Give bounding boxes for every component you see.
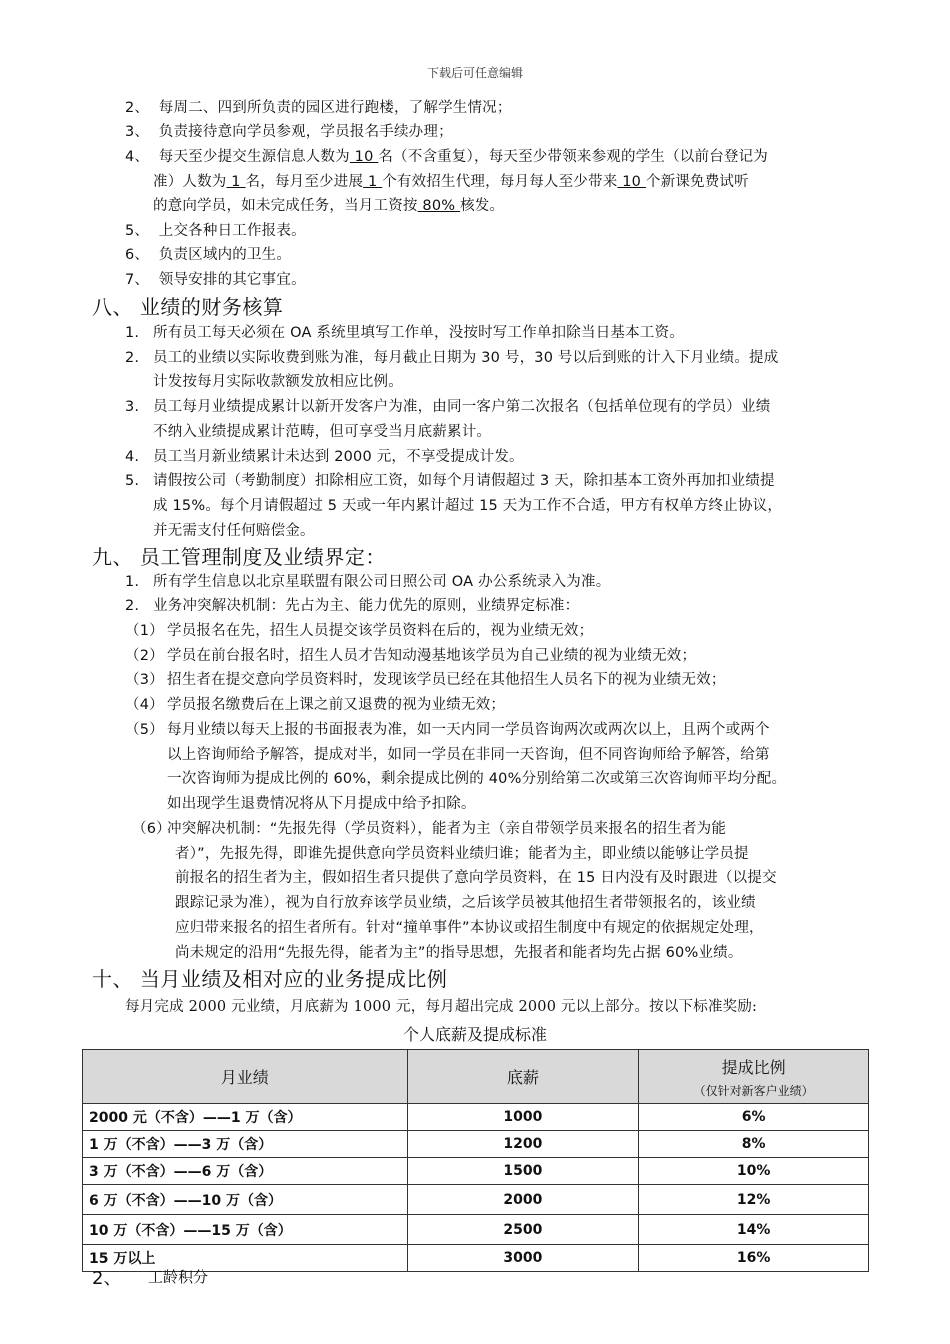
item-number: 4、: [125, 149, 150, 165]
s7-item-4-line3: [153, 194, 504, 218]
cell-base: 1000: [407, 1104, 639, 1131]
s9-sub-3-num: （3）: [125, 672, 164, 688]
page-header: 下载后可任意编辑: [426, 66, 523, 80]
item-number: 6、: [125, 247, 150, 263]
s9-item-1: [125, 570, 139, 594]
table-row: [83, 1131, 869, 1158]
s8-item-3: [125, 395, 139, 419]
filled-value: 10: [617, 174, 646, 190]
item-number: 4.: [125, 449, 140, 465]
s9-sub-5-text: 如出现学生退费情况将从下月提成中给予扣除。: [167, 796, 476, 812]
s9-sub-5-num: （5）: [125, 722, 164, 738]
s9-sub-2-num: （2）: [125, 648, 164, 664]
table-header-row: [83, 1050, 869, 1104]
s9-sub-6-text: 尚未规定的沿用“先报先得，能者为主”的指导思想，先报者和能者均先占据 60%业绩。: [175, 945, 743, 961]
s9-sub-1-text: 学员报名在先，招生人员提交该学员资料在后的，视为业绩无效；: [167, 623, 594, 639]
item-number: 2.: [125, 350, 140, 366]
s8-item-3-text: 不纳入业绩提成累计范畴，但可享受当月底薪累计。: [153, 424, 492, 440]
filled-value: 1: [363, 174, 383, 190]
s7-item-5: [125, 219, 306, 243]
item-text: 每周二、四到所负责的园区进行跑楼，了解学生情况；: [158, 100, 512, 116]
s9-item-1-text: 所有学生信息以北京星联盟有限公司日照公司 OA 办公系统录入为准。: [153, 574, 611, 590]
cell-rate: 6%: [639, 1104, 869, 1131]
col-commission-rate-label: 提成比例: [721, 1057, 786, 1077]
item-number: 5.: [125, 473, 140, 489]
footer-item-text: 工龄积分: [148, 1268, 209, 1286]
section-9-heading: 九、 员工管理制度及业绩界定：: [92, 545, 386, 569]
cell-range: 2000 元（不含）——1 万（含）: [83, 1104, 408, 1131]
cell-base: 3000: [407, 1245, 639, 1272]
s8-item-4: [125, 445, 139, 469]
s8-item-5-text: 成 15%。每个月请假超过 5 天或一年内累计超过 15 天为工作不合适，甲方有权单方终止协议，: [153, 498, 783, 514]
cell-range: 6 万（不含）——10 万（含）: [83, 1185, 408, 1215]
table-title: 个人底薪及提成标准: [402, 1025, 547, 1044]
s9-sub-6-text: 者）”，先报先得，即谁先提供意向学员资料业绩归谁；能者为主，即业绩以能够让学员提: [175, 846, 749, 862]
cell-base: 2500: [407, 1215, 639, 1245]
s8-item-5-text: 请假按公司（考勤制度）扣除相应工资，如每个月请假超过 3 天，除扣基本工资外再加扣业绩提: [153, 473, 775, 489]
s8-item-3-text: 员工每月业绩提成累计以新开发客户为准，由同一客户第二次报名（包括单位现有的学员）业绩: [153, 399, 771, 415]
s9-sub-3-text: 招生者在提交意向学员资料时，发现该学员已经在其他招生人员名下的视为业绩无效；: [167, 672, 726, 688]
item-text: 的意向学员，如未完成任务，当月工资按: [153, 198, 418, 214]
item-text: 核发。: [460, 198, 505, 214]
item-number: 3.: [125, 399, 140, 415]
item-text: 准）人数为: [153, 174, 227, 190]
table-row: [83, 1185, 869, 1215]
s7-item-6: [125, 243, 291, 267]
item-number: 2、: [125, 100, 150, 116]
item-text: 个新课免费试听: [645, 174, 749, 190]
col-commission-rate-note: （仅针对新客户业绩）: [693, 1083, 814, 1098]
s8-item-2-text: 计发按每月实际收款额发放相应比例。: [153, 374, 403, 390]
item-number: 7、: [125, 272, 150, 288]
s9-sub-4-num: （4）: [125, 697, 164, 713]
cell-base: 1200: [407, 1131, 639, 1158]
item-number: 2.: [125, 598, 140, 614]
item-text: 领导安排的其它事宜。: [158, 272, 306, 288]
table-row: [83, 1215, 869, 1245]
s8-item-1-text: 所有员工每天必须在 OA 系统里填写工作单，没按时写工作单扣除当日基本工资。: [153, 325, 684, 341]
footer-item-number: 2、: [92, 1268, 122, 1289]
s9-sub-5-text: 一次咨询师为提成比例的 60%，剩余提成比例的 40%分别给第二次或第三次咨询师平均分配。: [167, 771, 787, 787]
s9-sub-6-text: 跟踪记录为准），视为自行放弃该学员业绩，之后该学员被其他招生者带领报名的，该业绩: [175, 895, 756, 911]
s9-sub-1-num: （1）: [125, 623, 164, 639]
s8-item-5: [125, 469, 139, 493]
s9-item-2-text: 业务冲突解决机制：先占为主、能力优先的原则，业绩界定标准：: [153, 598, 580, 614]
col-monthly-performance: 月业绩: [83, 1050, 408, 1104]
table-row: [83, 1158, 869, 1185]
cell-rate: 12%: [639, 1185, 869, 1215]
s8-item-1: [125, 321, 139, 345]
cell-range: 15 万以上: [83, 1245, 408, 1272]
col-base-salary: 底薪: [407, 1050, 639, 1104]
filled-value: 80%: [417, 198, 461, 214]
s9-sub-6-num: （6）: [132, 821, 171, 837]
col-commission-rate: [639, 1050, 869, 1104]
s8-item-5-text: 并无需支付任何赔偿金。: [153, 523, 315, 539]
s9-sub-4-text: 学员报名缴费后在上课之前又退费的视为业绩无效；: [167, 697, 506, 713]
s7-item-2: [125, 96, 512, 120]
s7-item-7: [125, 268, 306, 292]
s7-item-4-line1: [125, 145, 768, 169]
cell-range: 1 万（不含）——3 万（含）: [83, 1131, 408, 1158]
s9-item-2: [125, 594, 139, 618]
s8-item-2-text: 员工的业绩以实际收费到账为准，每月截止日期为 30 号，30 号以后到账的计入下月业绩。提成: [153, 350, 779, 366]
item-text: 名（不含重复），每天至少带领来参观的学生（以前台登记为: [378, 149, 769, 165]
item-text: 上交各种日工作报表。: [158, 223, 306, 239]
s10-intro: 每月完成 2000 元业绩，月底薪为 1000 元，每月超出完成 2000 元以上部分。按以下标准奖励:: [125, 999, 758, 1015]
item-text: 负责接待意向学员参观，学员报名手续办理；: [158, 124, 453, 140]
filled-value: 1: [226, 174, 246, 190]
filled-value: 10: [349, 149, 379, 165]
s9-sub-6-text: 冲突解决机制：“先报先得（学员资料），能者为主（亲自带领学员来报名的招生者为能: [167, 821, 727, 837]
item-number: 1.: [125, 325, 140, 341]
cell-range: 3 万（不含）——6 万（含）: [83, 1158, 408, 1185]
item-number: 1.: [125, 574, 140, 590]
cell-base: 1500: [407, 1158, 639, 1185]
s9-sub-6-text: 前报名的招生者为主，假如招生者只提供了意向学员资料，在 15 日内没有及时跟进（以提交: [175, 870, 777, 886]
item-number: 3、: [125, 124, 150, 140]
cell-range: 10 万（不含）——15 万（含）: [83, 1215, 408, 1245]
cell-rate: 14%: [639, 1215, 869, 1245]
s9-sub-6-text: 应归带来报名的招生者所有。针对“撞单事件”本协议或招生制度中有规定的依据规定处理，: [175, 920, 764, 936]
item-number: 5、: [125, 223, 150, 239]
cell-rate: 8%: [639, 1131, 869, 1158]
item-text: 每天至少提交生源信息人数为: [158, 149, 350, 165]
section-8-heading: 八、 业绩的财务核算: [92, 295, 284, 319]
s9-sub-5-text: 以上咨询师给予解答，提成对半，如同一学员在非同一天咨询，但不同咨询师给予解答，给第: [167, 747, 770, 763]
s7-item-4-line2: [153, 170, 749, 194]
item-text: 个有效招生代理，每月每人至少带来: [382, 174, 618, 190]
s9-sub-5-text: 每月业绩以每天上报的书面报表为准，如一天内同一学员咨询两次或两次以上，且两个或两个: [167, 722, 770, 738]
item-text: 名，每月至少进展: [245, 174, 364, 190]
s8-item-2: [125, 346, 139, 370]
item-text: 负责区域内的卫生。: [158, 247, 292, 263]
section-10-heading: 十、 当月业绩及相对应的业务提成比例: [92, 967, 448, 991]
s9-sub-2-text: 学员在前台报名时，招生人员才告知动漫基地该学员为自己业绩的视为业绩无效；: [167, 648, 697, 664]
table-row: [83, 1104, 869, 1131]
cell-base: 2000: [407, 1185, 639, 1215]
commission-table: [82, 1049, 869, 1272]
cell-rate: 16%: [639, 1245, 869, 1272]
cell-rate: 10%: [639, 1158, 869, 1185]
s7-item-3: [125, 120, 453, 144]
s8-item-4-text: 员工当月新业绩累计未达到 2000 元，不享受提成计发。: [153, 449, 524, 465]
